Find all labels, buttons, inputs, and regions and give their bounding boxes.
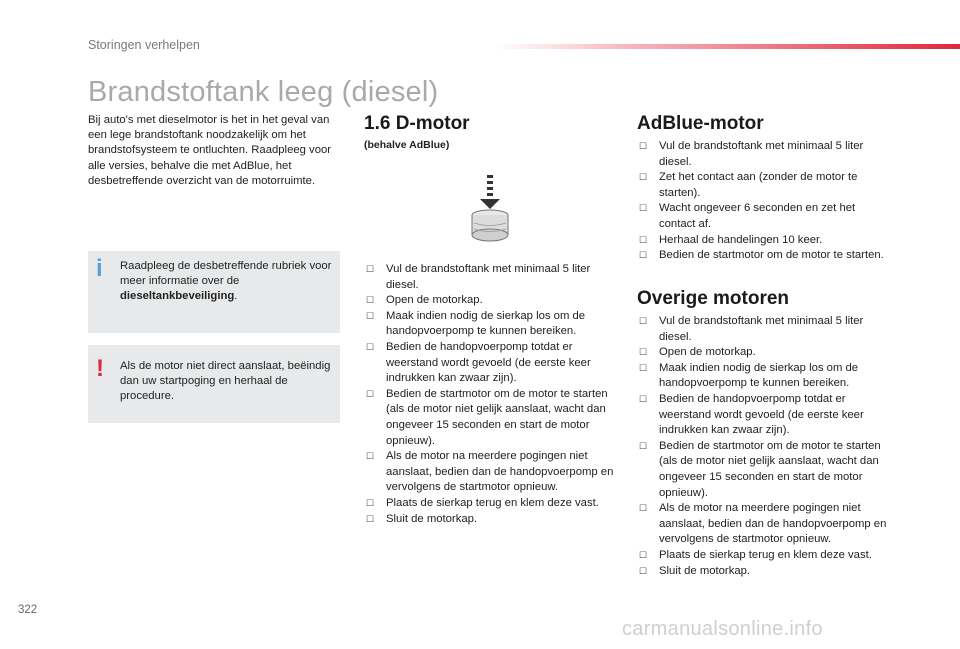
steps-list-other [637, 314, 887, 579]
checkbox-bullet-icon: ☐ [366, 341, 375, 352]
step-item [637, 361, 887, 392]
step-text: Bedien de startmotor om de motor te starten (als de motor niet gelijk aanslaat, wacht dan ongeveer 15 seconden en start de motor opnieuw). [386, 387, 608, 447]
step-text: Herhaal de handelingen 10 keer. [659, 233, 823, 246]
step-item [364, 449, 614, 496]
checkbox-bullet-icon: ☐ [639, 393, 648, 404]
step-text: Plaats de sierkap terug en klem deze vast. [659, 548, 872, 561]
step-text: Open de motorkap. [659, 346, 756, 359]
step-text: Sluit de motorkap. [386, 512, 478, 525]
checkbox-bullet-icon: ☐ [639, 172, 648, 183]
checkbox-bullet-icon: ☐ [639, 316, 648, 326]
step-item [637, 564, 887, 580]
section-title-adblue: AdBlue-motor [637, 113, 764, 134]
step-item [364, 496, 614, 512]
step-item [637, 248, 887, 264]
step-item [637, 314, 887, 345]
step-item [637, 345, 887, 361]
step-text: Open de motorkap. [386, 294, 483, 307]
checkbox-bullet-icon: ☐ [366, 451, 375, 462]
checkbox-bullet-icon: ☐ [639, 565, 648, 576]
checkbox-bullet-icon: ☐ [366, 264, 375, 274]
checkbox-bullet-icon: ☐ [366, 310, 375, 321]
step-text: Plaats de sierkap terug en klem deze vast. [386, 496, 599, 509]
checkbox-bullet-icon: ☐ [639, 141, 648, 151]
step-text: Bedien de startmotor om de motor te starten (als de motor niet gelijk aanslaat, wacht dan ongeveer 15 seconden en start de motor opnieuw). [659, 439, 881, 499]
step-text: Als de motor na meerdere pogingen niet aanslaat, bedien dan de handopvoerpomp en vervolgens de startmotor opnieuw. [659, 502, 887, 546]
step-item [637, 170, 887, 201]
checkbox-bullet-icon: ☐ [639, 250, 648, 261]
step-text: Bedien de handopvoerpomp totdat er weerstand wordt gevoeld (de eerste keer indrukken kan zwaar zijn). [386, 340, 591, 385]
step-item [364, 293, 614, 309]
step-text: Zet het contact aan (zonder de motor te starten). [659, 171, 858, 199]
checkbox-bullet-icon: ☐ [366, 388, 375, 399]
section-subtitle-16d: (behalve AdBlue) [364, 139, 450, 151]
checkbox-bullet-icon: ☐ [639, 440, 648, 451]
step-item [637, 139, 887, 170]
steps-list-adblue [637, 139, 887, 264]
section-header: Storingen verhelpen [88, 38, 200, 52]
page-number: 322 [18, 604, 38, 616]
step-text: Sluit de motorkap. [659, 564, 751, 577]
steps-list-16d [364, 262, 614, 527]
step-item [637, 501, 887, 548]
step-item [364, 262, 614, 293]
info-note-text: Raadpleeg de desbetreffende rubriek voor meer informatie over de dieseltankbeveiliging. [120, 260, 332, 303]
warning-icon: ! [96, 355, 104, 382]
checkbox-bullet-icon: ☐ [639, 549, 648, 560]
checkbox-bullet-icon: ☐ [639, 362, 648, 373]
step-item [637, 201, 887, 232]
step-text: Vul de brandstoftank met minimaal 5 liter diesel. [386, 263, 591, 291]
header-accent-bar [495, 44, 960, 49]
step-item [364, 512, 614, 528]
checkbox-bullet-icon: ☐ [639, 203, 648, 214]
step-item [364, 387, 614, 449]
step-text: Vul de brandstoftank met minimaal 5 liter diesel. [659, 140, 864, 168]
watermark: carmanualsonline.info [622, 618, 823, 640]
checkbox-bullet-icon: ☐ [366, 497, 375, 508]
checkbox-bullet-icon: ☐ [639, 503, 648, 514]
step-text: Bedien de startmotor om de motor te starten. [659, 249, 884, 262]
page-title: Brandstoftank leeg (diesel) [88, 76, 439, 108]
step-item [364, 340, 614, 387]
step-item [637, 233, 887, 249]
hand-pump-illustration [468, 173, 512, 245]
info-note-bold: dieseltankbeveiliging [120, 290, 235, 303]
step-item [637, 439, 887, 501]
warning-note [88, 345, 340, 423]
warning-note-text: Als de motor niet direct aanslaat, beëindig dan uw startpoging en herhaal de procedure. [120, 360, 331, 403]
info-icon: i [96, 255, 103, 282]
step-item [637, 548, 887, 564]
step-text: Maak indien nodig de sierkap los om de handopvoerpomp te kunnen bereiken. [659, 361, 859, 390]
step-text: Maak indien nodig de sierkap los om de handopvoerpomp te kunnen bereiken. [386, 309, 586, 338]
info-note [88, 251, 340, 333]
step-item [637, 392, 887, 439]
section-title-16d: 1.6 D-motor [364, 113, 470, 134]
section-title-other: Overige motoren [637, 288, 790, 309]
step-text: Bedien de handopvoerpomp totdat er weerstand wordt gevoeld (de eerste keer indrukken kan zwaar zijn). [659, 392, 864, 437]
intro-paragraph: Bij auto's met dieselmotor is het in het geval van een lege brandstoftank noodzakelijk om het brandstofsysteem te ontluchten. Raadpleeg voor alle versies, behalve die met AdBlue, het desbetreffende overzicht van de motorruimte. [88, 114, 332, 187]
step-text: Wacht ongeveer 6 seconden en zet het contact af. [659, 202, 856, 230]
checkbox-bullet-icon: ☐ [366, 513, 375, 524]
step-item [364, 309, 614, 340]
checkbox-bullet-icon: ☐ [366, 295, 375, 306]
checkbox-bullet-icon: ☐ [639, 234, 648, 245]
checkbox-bullet-icon: ☐ [639, 347, 648, 358]
step-text: Als de motor na meerdere pogingen niet aanslaat, bedien dan de handopvoerpomp en vervolgens de startmotor opnieuw. [386, 450, 614, 494]
step-text: Vul de brandstoftank met minimaal 5 liter diesel. [659, 315, 864, 343]
